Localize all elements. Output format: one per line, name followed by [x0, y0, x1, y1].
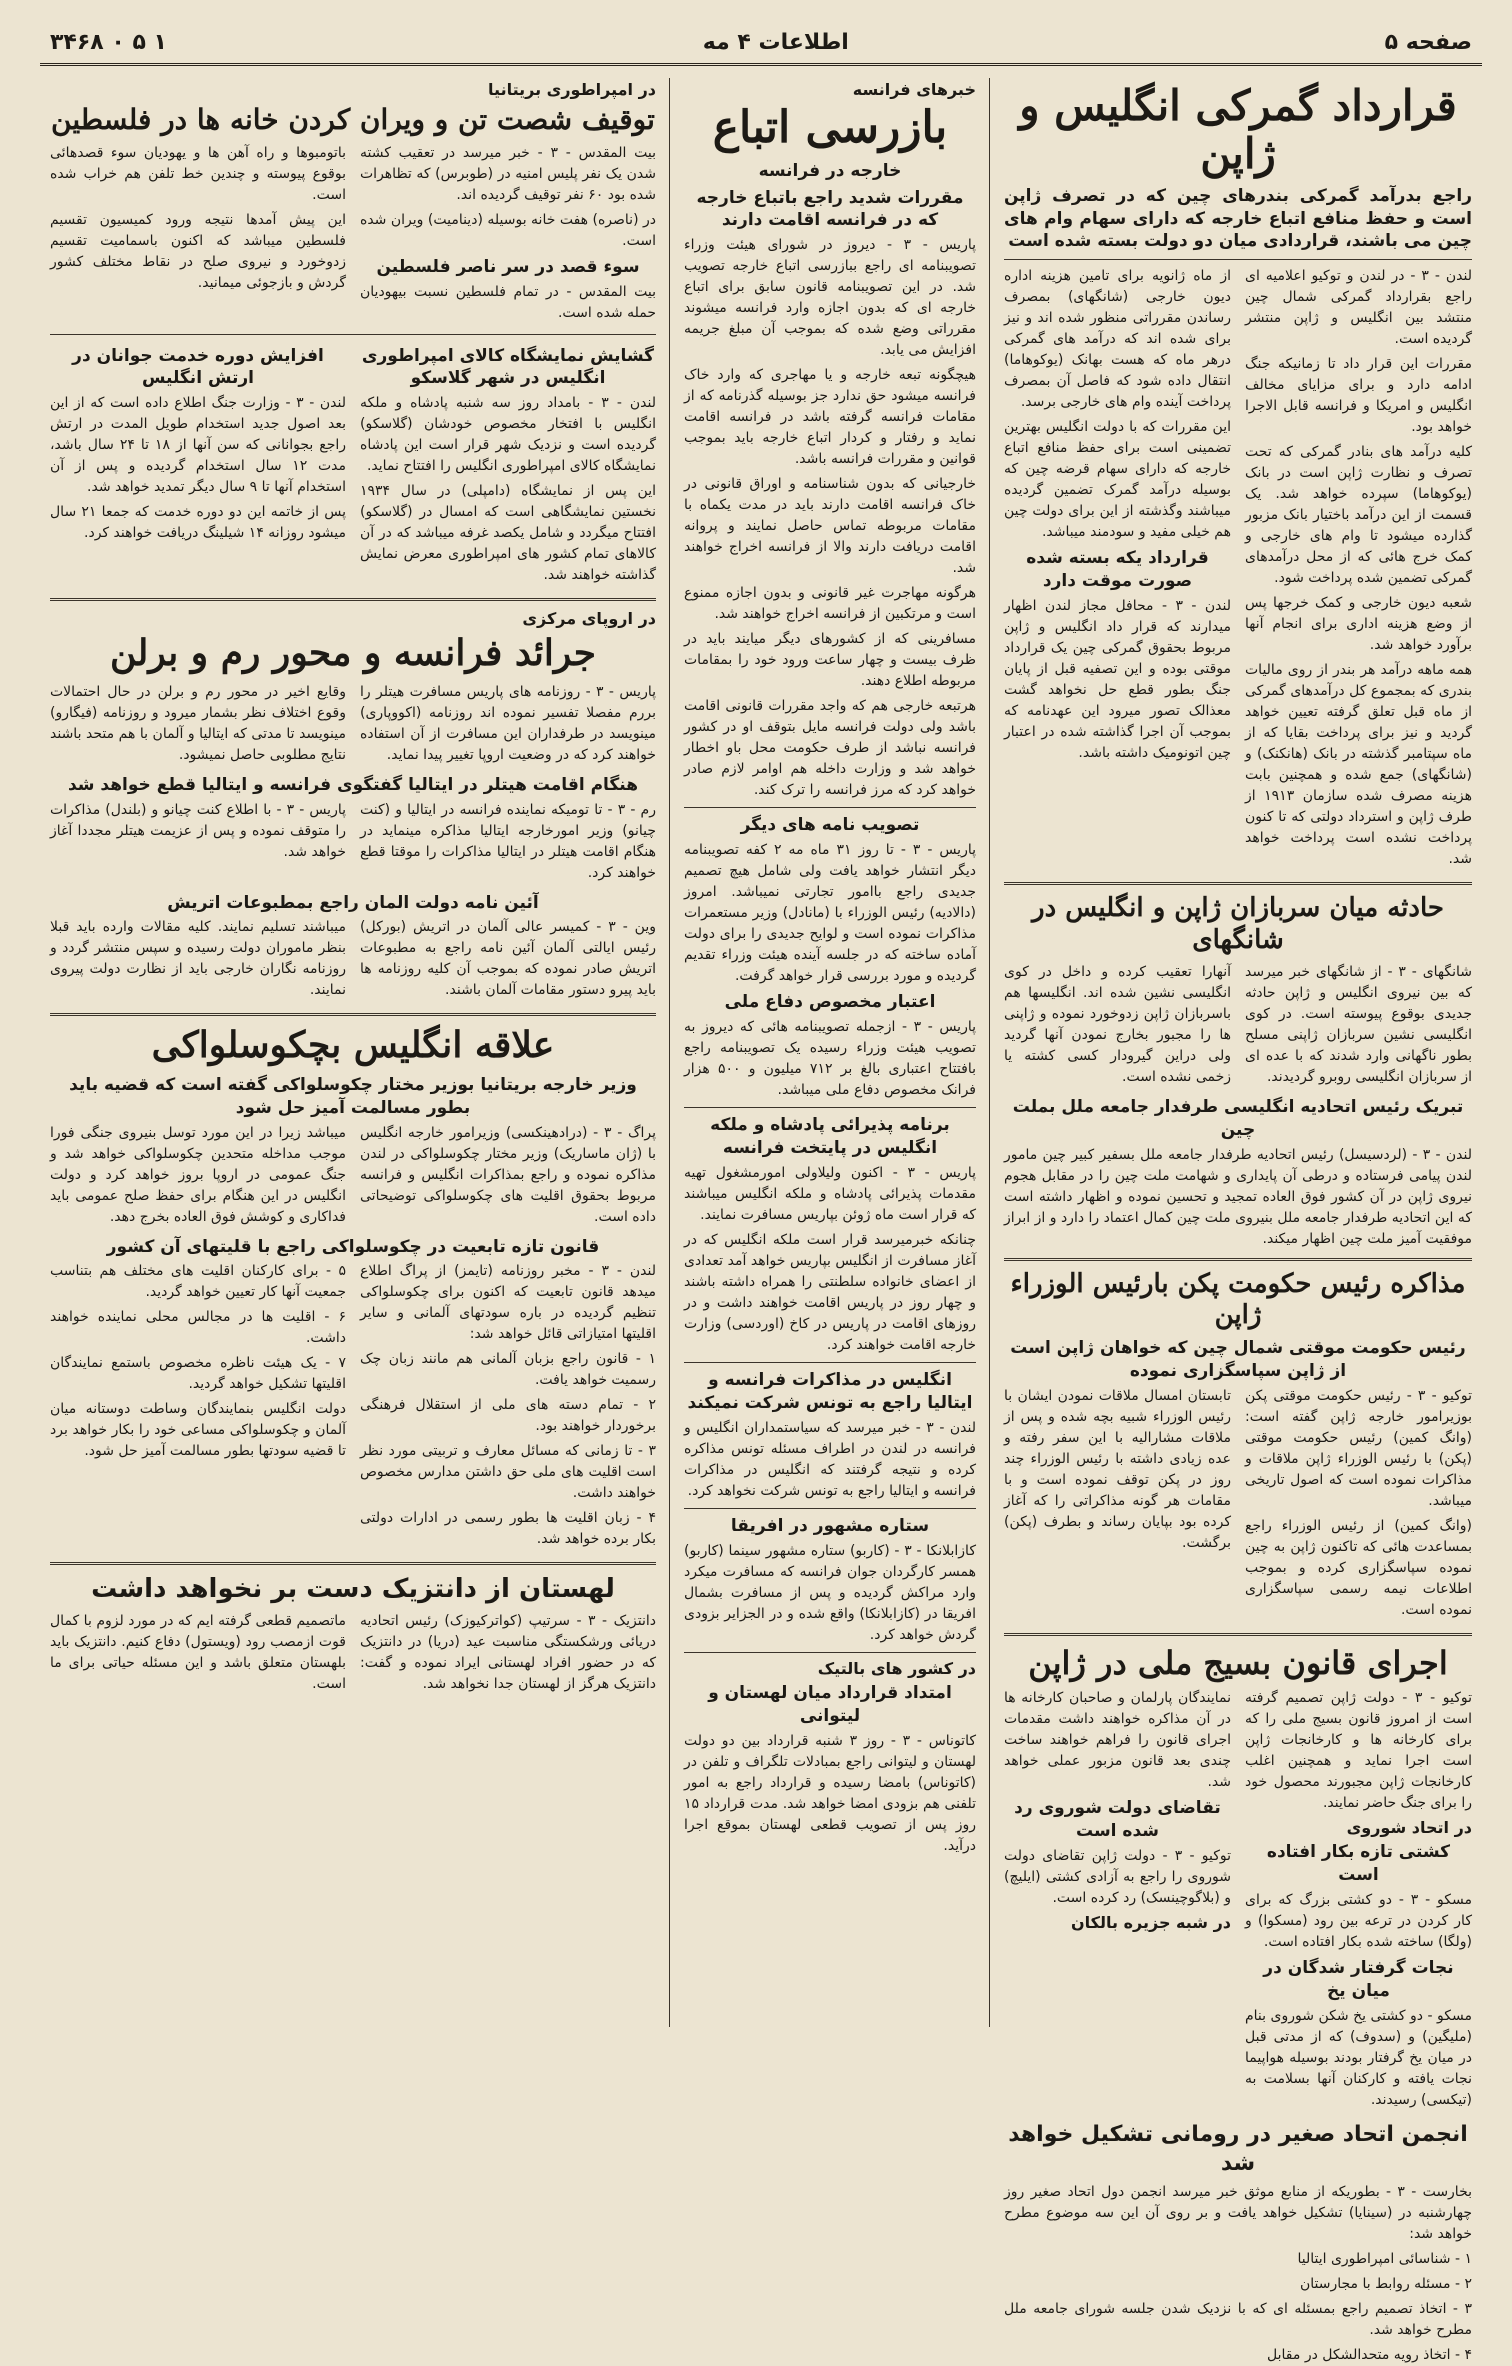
- paragraph: هیچگونه تبعه خارجه و یا مهاجری که وارد خاک فرانسه میشود حق ندارد جز بوسیله گذرنامه که از مقامات فرانسه گرفته باشد در فرانسه اقامت نماید و رفتار و کردار اتباع خارجه باید بموجب قوانین و مقررات فرانسه باشد.: [684, 367, 976, 468]
- column-rule: [669, 78, 670, 2027]
- section-kicker: در اتحاد شوروی: [1346, 1818, 1472, 1838]
- paragraph: چنانکه خبرمیرسد قرار است ملکه انگلیس که در آغاز مسافرت از انگلیس بپاریس خواهد آمد تعدادی از اعضای خانواده سلطنتی را همراه داشته باشند و چهار روز در پاریس اقامت خواهند داشت و در روزهای اقامت در پاریس در کاخ (اوردسی) وزارت خارجه اقامت خواهند کرد.: [684, 1232, 976, 1354]
- paragraph: توکیو - ۳ - دولت ژاپن تصمیم گرفته است از امروز قانون بسیج ملی را که برای کارخانه ها و کارخانجات ژاپن است اجرا نماید و همچنین اغلب کارخانجات ژاپن مجبورند محصول خود را برای جنگ حاضر نمایند.: [1245, 1690, 1473, 1812]
- paragraph: این مقررات که با دولت انگلیس بهترین تضمینی است برای حفظ منافع اتباع خارجه که دارای سهام قرضه چین که بوسیله درآمد گمرک تضمین گردیده میباشند وگذشته از این برای دولت چین هم خیلی مفید و سودمند میباشد.: [1004, 419, 1231, 541]
- paragraph: ۵ - برای کارکنان اقلیت های مختلف هم بتناسب جمعیت آنها کار تعیین خواهد گردید.: [50, 1263, 346, 1301]
- paragraph: این پیش آمدها نتیجه ورود کمیسیون تقسیم فلسطین میباشد که اکنون باسمامیت تقسیم زدوخورد و نیروی صلح در نقاط مختلف کشور گردش و بازجوئی میمانید.: [50, 211, 346, 291]
- paragraph: کازابلانکا - ۳ - (کاربو) ستاره مشهور سینما (کاربو) همسر کارگردان جوان فرانسه که مسافرت میکرد وارد مراکش گردیده و پس از مسافرت بشمال افریقا در (کازابلانکا) واقع شده و در الجزایر بزودی گردش خواهد کرد.: [684, 1542, 976, 1643]
- list-item: ۴ - اتخاذ رویه متحدالشکل در مقابل: [1267, 2347, 1472, 2364]
- headline-rome-berlin: جرائد فرانسه و محور رم و برلن: [110, 632, 596, 675]
- section-kicker: در اروپای مرکزی: [522, 609, 656, 629]
- headline-danzig: لهستان از دانتزیک دست بر نخواهد داشت: [91, 1574, 615, 1605]
- column-rule: [989, 78, 990, 2027]
- paragraph: از ماه ژانویه برای تامین هزینه اداره دیون خارجی (شانگهای) بمصرف رساندن مقرراتی منظور شده اند و نیز برای شده اند که درآمد های گمرکی درهر ماه که هست بهانک (یوکوهاما) انتقال داده شود که فاصل آن بمصرف پرداخت آینده وام های خارجی برسد.: [1004, 268, 1231, 411]
- issue-number: ۳۴۶۸ ۰ ۵ ۱: [50, 30, 167, 55]
- paragraph: لندن - ۳ - خبر میرسد که سیاستمداران انگلیس و فرانسه در لندن در اطراف مسئله تونس مذاکره کرده و نتیجه گرفتند که انگلیس در مذاکرات فرانسه و ایتالیا راجع به تونس شرکت نخواهد کرد.: [684, 1420, 977, 1500]
- subheading: اعتبار مخصوص دفاع ملی: [724, 992, 936, 1013]
- paragraph: مسکو - دو کشتی یخ شکن شوروی بنام (ملیگین) و (سدوف) که از مدتی قبل در میان یخ گرفتار بودند بوسیله هواپیما نجات یافته و کارکنان آنها بسلامت به (تیکسی) رسیدند.: [1245, 2008, 1472, 2109]
- subheading: تصویب نامه های دیگر: [740, 815, 920, 836]
- paragraph: همه ماهه درآمد هر بندر از روی مالیات بندری که بمجموع کل درآمدهای گمرکی از ماه قبل تعلق گرفته تعیین خواهد گردید و نیز برای پرداخت بقایا که از ماه سپتامبر گذشته در بانک (هانکنک) و (شانگهای) جمع شده و همچنین بابت هزینه مصرف شده سازمان ۱۹۱۳ از طرف ژاپن و استرداد دولتی که تا کنون پرداخت نشده است پرداخت خواهد شد.: [1245, 662, 1472, 868]
- paragraph: لندن - ۳ - در لندن و توکیو اعلامیه ای راجع بقرارداد گمرکی شمال چین منتشد بین انگلیس و ژاپن منتشر گردیده است.: [1245, 268, 1472, 348]
- paragraph: پاریس - ۳ - تا روز ۳۱ ماه مه ۲ کفه تصویبنامه دیگر انتشار خواهد یافت ولی شامل هیچ تصمیم جدیدی راجع باامور تجارتی نمیباشد. امروز (دالادیه) رئیس الوزراء با (مانادل) وزیر مستعمرات مذاکرات نموده است و لوایح جدیدی را برای دولت آماده ساخته که در جلسه آینده هیئت وزراء تقدیم گردیده و مورد بررسی قرار خواهد گرفت.: [684, 842, 976, 985]
- list-item: ۳ - اتخاذ تصمیم راجع بمسئله ای که با نزدیک شدن جلسه شورای جامعه ملل مطرح خواهد شد.: [1004, 2301, 1472, 2339]
- paragraph: مقررات این قرار داد تا زمانیکه جنگ ادامه دارد و برای مزایای مخالف انگلیس و امریکا و فرانسه قابل الاجرا خواهد بود.: [1245, 356, 1472, 436]
- subheading: مقررات شدید راجع باتباع خارجه که در فرانسه اقامت دارند: [696, 187, 964, 231]
- paragraph: در (ناصره) هفت خانه بوسیله (دینامیت) ویران شده است.: [360, 211, 656, 249]
- subheading: افزایش دوره خدمت جوانان در ارتش انگلیس: [72, 345, 324, 389]
- paragraph: لندن - ۳ - محافل مجاز لندن اظهار میدارند که قرار داد انگلیس و ژاپن مربوط بحقوق گمرکی چین یک قرارداد موقتی بوده و این تصفیه قبل از پایان جنگ بطور قطع حل نخواهد گشت معذالک تصور میرود این عهدنامه که بموجب آن اجرا گذاشته شده در اعتبار چین اتونومیک داشته باشد.: [1004, 598, 1231, 762]
- paragraph: پاریس - ۳ - با اطلاع کنت چیانو و (بلندل) مذاکرات را متوقف نموده و پس از عزیمت هیتلر مجددا آغاز خواهد شد.: [50, 801, 347, 860]
- paragraph: کاتوناس - ۳ - روز ۳ شنبه قرارداد بین دو دولت لهستان و لیتوانی راجع بمبادلات تلگراف و تلفن در (کاتوناس) بامضا رسیده و قرارداد راجع به امور تلفنی هم بزودی امضا خواهد شد. مدت قرارداد ۱۵ روز پس از تصویب قطعی لهستان بموقع اجرا درآید.: [684, 1732, 977, 1854]
- section-kicker: در کشور های بالتیک: [817, 1658, 976, 1678]
- paragraph: ۱ - قانون راجع بزبان آلمانی هم مانند زبان چک رسمیت خواهد یافت.: [360, 1351, 656, 1389]
- subheading: هنگام اقامت هیتلر در ایتالیا گفتگوی فرانسه و ایتالیا قطع خواهد شد: [67, 774, 639, 795]
- headline-shanghai: حادثه میان سربازان ژاپن و انگلیس در شانگهای: [1032, 893, 1444, 955]
- subheading: قانون تازه تابعیت در چکوسلواکی راجع با قلیتهای آن کشور: [106, 1236, 600, 1257]
- paragraph: بخارست - ۳ - بطوریکه از منابع موثق خبر میرسد انجمن دول اتحاد صغیر روز چهارشنبه در (سینایا) تشکیل خواهد یافت و بر روی آن این سه موضوع مطرح خواهد شد:: [1004, 2184, 1473, 2243]
- paragraph: بیت المقدس - در تمام فلسطین نسبت بیهودیان حمله شده است.: [360, 283, 656, 321]
- paragraph: نمایندگان پارلمان و صاحبان کارخانه ها در آن مذاکره خواهند داشت مقدمات اجرای قانون را فراهم خواهند ساخت چندی بعد قانون مزبور عملی خواهد شد.: [1004, 1690, 1231, 1791]
- paragraph: توکیو - ۳ - رئیس حکومت موقتی پکن بوزیرامور خارجه ژاپن گفته است: (وانگ کمین) رئیس حکومت موقتی (پکن) با رئیس الوزراء ژاپن ملاقات و مذاکرات نموده است که اصول تاریخی میباشد.: [1245, 1387, 1473, 1509]
- subheading: سوء قصد در سر ناصر فلسطین: [376, 256, 640, 277]
- paragraph: پاریس - ۳ - دیروز در شورای هیئت وزراء تصویبنامه ای راجع ببازرسی اتباع خارجه تصویب شد. در این تصویبنامه قانون سابق برای اتباع خارجه ای که بدون اجازه وارد فرانسه میشوند مقرراتی وضع شده که بموجب آن مبلغ جریمه افزایش می یابد.: [684, 237, 976, 359]
- paragraph: ۷ - یک هیئت ناظره مخصوص باستمع نمایندگان اقلیتها تشکیل خواهد گردید.: [50, 1355, 346, 1393]
- paragraph: باتومبوها و راه آهن ها و یهودیان سوء قصدهائی بوقوع پیوسته و چندین خط تلفن هم خراب شده است.: [50, 144, 346, 203]
- paragraph: خارجیانی که بدون شناسنامه و اوراق قانونی در خاک فرانسه اقامت دارند باید در مدت یکماه با مقامات مربوطه تماس حاصل نمایند و پروانه اقامت دریافت دارند والا از فرانسه اخراج خواهند شد.: [684, 476, 976, 577]
- subheading: نجات گرفتار شدگان در میان یخ: [1263, 1958, 1454, 2002]
- list-item: ۲ - مسئله روابط با مجارستان: [1299, 2276, 1472, 2293]
- paragraph: لندن - ۳ - وزارت جنگ اطلاع داده است که از این بعد اصول جدید استخدام طویل المدت در ارتش راجع بجوانانی که سن آنها از ۱۸ تا ۲۴ سال باشد، مدت ۱۲ سال استخدام گردیده و پس از آن استخدام آنها تا ۹ سال دیگر تمدید خواهد شد.: [50, 395, 347, 496]
- subheading: وزیر خارجه بریتانیا بوزیر مختار چکوسلواکی گفته است که قضیه باید بطور مسالمت آمیز حل شود: [69, 1074, 637, 1118]
- paragraph: میباشند تسلیم نمایند. کلیه مقالات وارده باید قبلا بنظر ماموران دولت رسیده و سپس منتشر گردد و روزنامه نگاران خارجی باید از نظارت دولت پیروی نمایند.: [50, 919, 346, 999]
- paragraph: ۴ - زبان اقلیت ها بطور رسمی در ادارات دولتی بکار برده خواهد شد.: [360, 1510, 656, 1548]
- column-middle: [674, 78, 986, 2027]
- list-item: ۱ - شناسائی امپراطوری ایتالیا: [1297, 2251, 1472, 2268]
- paragraph: پاریس - ۳ - ازجمله تصویبنامه هائی که دیروز به تصویب هیئت وزراء رسیده یک تصویبنامه راجع بافتتاح اعتباری بالغ بر ۷۱۲ میلیون و ۵۰۰ هزار فرانک مخصوص دفاع ملی میباشد.: [684, 1019, 976, 1099]
- column-left: [40, 78, 666, 2027]
- paragraph: ۲ - تمام دسته های ملی از استقلال فرهنگی برخوردار خواهند بود.: [360, 1397, 656, 1435]
- paragraph: آنهارا تعقیب کرده و داخل در کوی انگلیسی نشین شده اند. انگلیسها هم باسربازان ژاپن زدوخورد نموده و ژاپنی ها را مجبور بخارج نمودن آنها گردید ولی دراین گیرودار کسی کشته یا زخمی نشده است.: [1004, 963, 1231, 1085]
- paragraph: مسکو - ۳ - دو کشتی بزرگ که برای کار کردن در ترعه بین رود (مسکوا) و (ولگا) ساخته شده بکار افتاده است.: [1245, 1892, 1472, 1951]
- paragraph: ماتصمیم قطعی گرفته ایم که در مورد لزوم با کمال قوت ازمصب رود (ویستول) دفاع کنیم. دانتزیک باید بلهستان متعلق باشد و این مسئله حیاتی برای ما است.: [50, 1613, 346, 1693]
- subheading: خارجه در فرانسه: [758, 160, 902, 181]
- paragraph: این پس از نمایشگاه (دامپلی) در سال ۱۹۳۴ نخستین نمایشگاهی است که امسال در (گلاسکو) افتتاح میگردد و شامل یکصد غرفه میباشد که در آن کالاهای تمام کشور های امپراطوری معرض نمایش گذاشته خواهند شد.: [360, 483, 656, 584]
- paragraph: (وانگ کمین) از رئیس الوزراء راجع بمساعدت هائی که تاکنون ژاپن به چین نموده سپاسگزاری کرده و بموجب اطلاعات نیمه رسمی سپاسگزاری نموده است.: [1245, 1517, 1472, 1618]
- paragraph: شانگهای - ۳ - از شانگهای خبر میرسد که بین نیروی انگلیس و ژاپن حادثه جدیدی بوقوع پیوسته است. در کوی انگلیسی نشین سربازان ژاپنی مسلح بطور ناگهانی وارد شدند که با عده ای از سربازان انگلیسی روبرو گردیدند.: [1245, 963, 1472, 1085]
- headline-mobilization: اجرای قانون بسیج ملی در ژاپن: [1028, 1643, 1448, 1682]
- paragraph: میباشد زیرا در این مورد توسل بنیروی جنگی فورا موجب مداخله متحدین چکوسلواکی خواهد شد و جنگ عمومی در اروپا بروز خواهد کرد و دولت انگلیس در این هنگام برای حفظ صلح عمومی باید فداکاری و کوشش فوق العاده بخرج دهد.: [50, 1124, 346, 1225]
- column-right: [994, 78, 1482, 2364]
- paragraph: وین - ۳ - کمیسر عالی آلمان در اتریش (بورکل) رئیس ایالتی آلمان آئین نامه راجع به مطبوعات اتریش صادر نموده که بموجب آن کلیه روزنامه ها باید پیرو دستور مقامات آلمان باشند.: [360, 919, 656, 999]
- paragraph: پاریس - ۳ - اکنون ولیلاولی امورمشغول تهیه مقدمات پذیرائی پادشاه و ملکه انگلیس میباشند که قرار است ماه ژوئن بپاریس مسافرت نمایند.: [684, 1165, 976, 1224]
- paragraph: لندن - ۳ - مخبر روزنامه (تایمز) از پراگ اطلاع میدهد قانون تابعیت که اکنون برای چکوسلواکی تنظیم گردیده در باره سودتهای آلمانی و سایر اقلیتها امتیازاتی قائل خواهد شد:: [360, 1263, 656, 1343]
- paragraph: بیت المقدس - ۳ - خبر میرسد در تعقیب کشته شدن یک نفر پلیس امنیه در (طوبرس) که تظاهرات شده بود ۶۰ نفر توقیف گردیده اند.: [360, 144, 656, 203]
- subheading: برنامه پذیرائی پادشاه و ملکه انگلیس در پایتخت فرانسه: [710, 1115, 950, 1159]
- subheading: ستاره مشهور در افریقا: [730, 1516, 930, 1537]
- paragraph: دولت انگلیس بنمایندگان وساطت دوستانه میان آلمان و چکوسلواکی مساعی خود را بکار خواهد برد تا قضیه سودتها بطور مسالمت آمیز حل شود.: [50, 1401, 346, 1460]
- paragraph: لندن - ۳ - (لردسیسل) رئیس اتحادیه طرفدار جامعه ملل بسفیر کبیر چین مامور لندن پیامی فرستاده و درطی آن پایداری و شهامت ملت چین را در مقابل هجوم نیروی ژاپن در آن کشور فوق العاده تمجید و تحسین نموده و اظهار داشته است که این اتحادیه طرفدار جامعه ملل بنیروی ملت چین کمال اعتماد را دارد و از ابراز موفقیت آمیز ملت چین اظهار میکند.: [1004, 1146, 1472, 1247]
- paragraph: هرتبعه خارجی هم که واجد مقررات قانونی اقامت باشد ولی دولت فرانسه مایل بتوقف او در کشور فرانسه نباشد از طرف حکومت محل باو اخطار خواهد شد و وزارت داخله هم اوامر لازم صادر خواهد کرد که مرز فرانسه را ترک کند.: [684, 698, 976, 799]
- masthead: [40, 22, 1482, 66]
- subheading: قرارداد یکه بسته شده صورت موقت دارد: [1026, 548, 1209, 592]
- subheading: تبریک رئیس اتحادیه انگلیسی طرفدار جامعه ملل بملت چین: [1012, 1096, 1464, 1140]
- paragraph: کلیه درآمد های بنادر گمرکی که تحت تصرف و نظارت ژاپن است در بانک (یوکوهاما) سپرده خواهد شد. یک قسمت از این درآمد باختیار بانک مزبور گذارده میشود تا وام های خارجی و کمک خرج هائی که از محل درآمدهای گمرکی تضمین شده پرداخت شود.: [1245, 444, 1472, 587]
- headline-little-entente: انجمن اتحاد صغیر در رومانی تشکیل خواهد شد: [1008, 2122, 1468, 2176]
- subheading: کشتی تازه بکار افتاده است: [1266, 1842, 1451, 1886]
- paragraph: پاریس - ۳ - روزنامه های پاریس مسافرت هیتلر را بررم مفصلا تفسیر نموده اند روزنامه (اکووپاری) مینویسد در طرفداران این مسافرت از آن استفاده خواهند کرد که در وضعیت اروپا تغییر پیدا نماید.: [360, 683, 656, 763]
- paragraph: شعبه دیون خارجی و کمک خرجها پس از وضع هزینه اداری برای انجام آنها برآورد خواهد شد.: [1245, 595, 1472, 654]
- newspaper-page: [40, 22, 1482, 2364]
- paper-title: اطلاعات ۴ مه: [702, 30, 849, 55]
- subheading: رئیس حکومت موقتی شمال چین که خواهان ژاپن است از ژاپن سپاسگزاری نموده: [1010, 1338, 1466, 1381]
- sub-customs: راجع بدرآمد گمرکی بندرهای چین که در تصرف ژاپن است و حفظ منافع اتباع خارجه که دارای سهام وام های چین می باشند، قراردادی میان دو دولت بسته شده است: [1004, 185, 1472, 252]
- paragraph: هرگونه مهاجرت غیر قانونی و بدون اجازه ممنوع است و مرتکبین از فرانسه اخراج خواهند شد.: [684, 585, 976, 623]
- subheading: انگلیس در مذاکرات فرانسه و ایتالیا راجع به تونس شرکت نمیکند: [687, 1370, 973, 1414]
- paragraph: پراگ - ۳ - (درادهینکسی) وزیرامور خارجه انگلیس با (ژان ماساریک) وزیر مختار چکوسلواکی در لندن مذاکره نموده و راجع بمذاکرات انگلیس و فرانسه مربوط بحقوق اقلیت های چکوسلواکی توضیحاتی داده است.: [360, 1124, 656, 1225]
- paragraph: پس از خاتمه این دو دوره خدمت که جمعا ۲۱ سال میشود روزانه ۱۴ شیلینگ دریافت خواهند کرد.: [50, 504, 346, 542]
- section-kicker: خبرهای فرانسه: [852, 80, 976, 99]
- headline-palestine: توقیف شصت تن و ویران کردن خانه ها در فلسطین: [51, 103, 655, 136]
- headline-customs: قرارداد گمرکی انگلیس و ژاپن: [1019, 81, 1457, 179]
- paragraph: وقایع اخیر در محور رم و برلن در حال احتمالات وقوع اختلاف نظر بشمار میرود و روزنامه (فیگارو) مینویسد تا مدتی که ایتالیا و آلمان با هم متحد باشند نتایج مطلوبی حاصل نمیشود.: [50, 683, 346, 763]
- headline-foreigners: بازرسی اتباع: [712, 102, 948, 153]
- paragraph: رم - ۳ - تا تومیکه نماینده فرانسه در ایتالیا و (کنت چیانو) وزیر امورخارجه ایتالیا مذاکره مینماید در هنگام اقامت هیتلر در ایتالیا مذاکرات را موقتا قطع خواهند کرد.: [360, 801, 656, 881]
- paragraph: دانتزیک - ۳ - سرتیپ (کواترکیوزک) رئیس اتحادیه دریائی ورشکستگی مناسبت عید (دریا) در دانتزیک که در حضور افراد لهستانی ایراد نموده و گفت: دانتزیک هرگز از لهستان جدا نخواهد شد.: [360, 1613, 656, 1693]
- section-kicker: در امپراطوری بریتانیا: [488, 80, 656, 99]
- subheading: آئین نامه دولت المان راجع بمطبوعات اتریش: [167, 892, 539, 913]
- paragraph: لندن - ۳ - بامداد روز سه شنبه پادشاه و ملکه انگلیس با افتخار مخصوص خودشان (گلاسکو) گردیده است و نزدیک شهر قرار است این پادشاه نمایشگاه کالای امپراطوری انگلیس را افتتاح نماید.: [360, 395, 656, 475]
- paragraph: تابستان امسال ملاقات نمودن ایشان با رئیس الوزراء شبیه بچه شده و پس از ملاقات مشارالیه با این سفر رفته و عده زیادی داشته با رئیس الوزراء چند روز در پکن توقف نموده است و با مقامات هر گونه مذاکراتی را که آغاز کرده بود بپایان رساند و بطرف (پکن) برگشت.: [1004, 1387, 1231, 1551]
- page-number: صفحه ۵: [1384, 30, 1472, 55]
- section-kicker: در شبه جزیره بالکان: [1071, 1913, 1231, 1933]
- subheading: تقاضای دولت شوروی رد شده است: [1014, 1798, 1221, 1842]
- paragraph: مسافرینی که از کشورهای دیگر میایند باید در ظرف بیست و چهار ساعت ورود خود را بمقامات مربوطه اطلاع دهند.: [684, 631, 976, 690]
- paragraph: توکیو - ۳ - دولت ژاپن تقاضای دولت شوروی را راجع به آزادی کشتی (ایلیچ) و (بلاگوچینسک) رد کرده است.: [1004, 1848, 1231, 1907]
- headline-czechoslovakia: علاقه انگلیس بچکوسلواکی: [151, 1024, 555, 1067]
- headline-peking: مذاکره رئیس حکومت پکن بارئیس الوزراء ژاپن: [1010, 1268, 1466, 1330]
- subheading: امتداد قرارداد میان لهستان و لیتوانی: [708, 1682, 952, 1726]
- paragraph: ۶ - اقلیت ها در مجالس محلی نماینده خواهند داشت.: [50, 1309, 346, 1347]
- paragraph: ۳ - تا زمانی که مسائل معارف و تربیتی مورد نظر است اقلیت های ملی حق داشتن مدارس مخصوص خواهند داشت.: [360, 1443, 656, 1502]
- subheading: گشایش نمایشگاه کالای امپراطوری انگلیس در شهر گلاسکو: [361, 345, 655, 389]
